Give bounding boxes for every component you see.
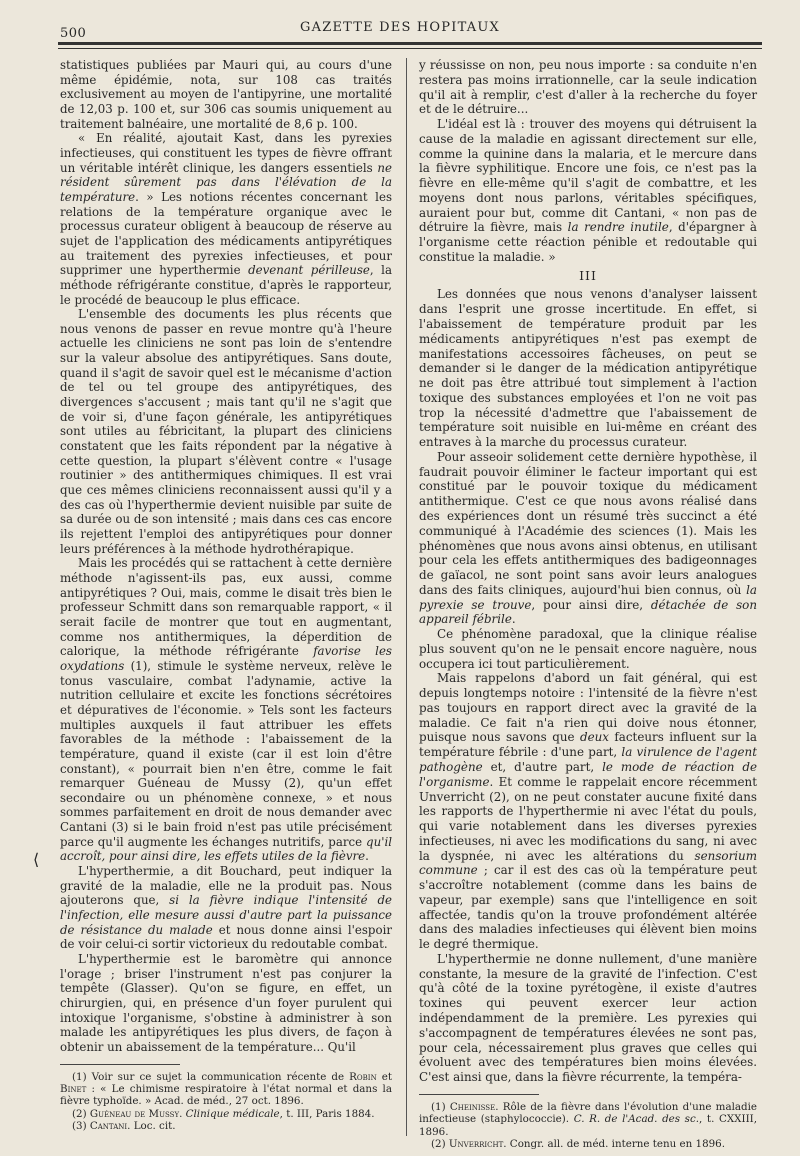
footnote: (2) Guéneau de Mussy. Clinique médicale, t. III, Paris 1884. <box>72 1107 375 1120</box>
right-footnotes <box>419 1101 757 1151</box>
left-footnote-rule <box>60 1064 180 1065</box>
right-paragraph-1: y réussisse on non, peu nous importe : sa conduite n'en restera pas moins irrationnelle, car la seule indication qu'il ait à remplir, c'est d'aller à la recherche du foyer et de le détruire... <box>419 58 757 117</box>
left-paragraph-5: L'hyperthermie, a dit Bouchard, peut indiquer la gravité de la maladie, elle ne la produit pas. Nous ajouterons que, si la fièvre indique l'intensité de l'infection, elle mesure aussi d'autre part la puissance de résistance du malade et nous donne ainsi l'espoir de voir celui-ci sortir victorieux du redoutable combat. <box>60 864 392 952</box>
page-number: 500 <box>60 26 87 41</box>
left-footnotes <box>60 1071 392 1133</box>
left-column <box>60 58 392 1133</box>
footnote: (3) Cantani. Loc. cit. <box>72 1120 176 1133</box>
left-paragraph-3: L'ensemble des documents les plus récents que nous venons de passer en revue montre qu'à l'heure actuelle les cliniciens ne sont pas loin de s'entendre sur la valeur absolue des antipyrétiques. Sans doute, quand il s'agit de savoir quel est le mécanisme d'action de tel ou tel groupe des antipyrétiques, des divergences s'accusent ; mais tant qu'il ne s'agit que de voir si, d'une façon générale, les antipyrétiques sont utiles au fébricitant, la plupart des cliniciens constatent que les faits répondent par la négative à cette question, la plupart s'élèvent contre « l'usage routinier » des antithermiques chimiques. Il est vrai que ces mêmes cliniciens reconnaissent aussi qu'il y a des cas où l'hyperthermie devient nuisible par suite de sa durée ou de son intensité ; mais dans ces cas encore ils rejettent l'emploi des antipyrétiques pour donner leurs préférences à la méthode hydrothérapique. <box>60 307 392 556</box>
right-paragraph-5: Ce phénomène paradoxal, que la clinique réalise plus souvent qu'on ne le pensait encore naguère, nous occupera ici tout particulièrement. <box>419 627 757 671</box>
right-paragraph-4: Pour asseoir solidement cette dernière hypothèse, il faudrait pouvoir éliminer le facteur important qui est constitué par le pouvoir toxique du médicament antithermique. C'est ce que nous avons réalisé dans des expériences dont un résumé très succinct a été communiqué à l'Académie des sciences (1). Mais les phénomènes que nous avons ainsi obtenus, en utilisant pour cela les effets antithermiques des badigeonnages de gaïacol, ne sont point sans avoir leurs analogues dans des faits cliniques, aujourd'hui bien connus, où la pyrexie se trouve, pour ainsi dire, détachée de son appareil fébrile. <box>419 449 757 627</box>
left-paragraph-2: « En réalité, ajoutait Kast, dans les pyrexies infectieuses, qui constituent les types de fièvre offrant un véritable intérêt clinique, les dangers essentiels ne résident sûrement pas dans l'élévation de la température. » Les notions récentes concernant les relations de la température organique avec le processus curateur obligent à beaucoup de réserve au sujet de l'application des médicaments antipyrétiques au traitement des pyrexies infectieuses, et pour supprimer une hyperthermie devenant périlleuse, la méthode réfrigérante constitue, d'après le rapporteur, le procédé de beaucoup le plus efficace. <box>60 131 392 307</box>
left-paragraph-1: statistiques publiées par Mauri qui, au cours d'une même épidémie, nota, sur 108 cas traités exclusivement au moyen de l'antipyrine, une mortalité de 12,03 p. 100 et, sur 306 cas soumis uniquement au traitement balnéaire, une mortalité de 8,6 p. 100. <box>60 58 392 131</box>
footnote: (1) Cheinisse. Rôle de la fièvre dans l'évolution d'une maladie infectieuse (staphylococcie). C. R. de l'Acad. des sc., t. CXXIII, 1896. <box>419 1100 757 1138</box>
running-head: GAZETTE DES HOPITAUX <box>300 20 500 35</box>
margin-mark: ⟨ <box>33 850 40 869</box>
right-paragraph-7: L'hyperthermie ne donne nullement, d'une manière constante, la mesure de la gravité de l'infection. C'est qu'à côté de la toxine pyrétogène, il existe d'autres toxines qui peuvent exercer leur action indépendamment de la première. Les pyrexies qui s'accompagnent de températures élevées ne sont pas, pour cela, nécessairement plus graves que celles qui évoluent avec des températures bien moins élevées. C'est ainsi que, dans la fièvre récurrente, la tempéra- <box>419 951 757 1085</box>
right-footnote-rule <box>419 1094 539 1095</box>
footnote: (1) Voir sur ce sujet la communication récente de Robin et Binet : « Le chimisme respiratoire à l'état normal et dans la fièvre typhoïde. » Acad. de méd., 27 oct. 1896. <box>60 1070 392 1108</box>
right-paragraph-6: Mais rappelons d'abord un fait général, qui est depuis longtemps notoire : l'intensité de la fièvre n'est pas toujours en rapport direct avec la gravité de la maladie. Ce fait n'a rien qui doive nous étonner, puisque nous savons que deux facteurs influent sur la température fébrile : d'une part, la virulence de l'agent pathogène et, d'autre part, le mode de réaction de l'organisme. Et comme le rappelait encore récemment Unverricht (2), on ne peut constater aucune fixité dans les rapports de l'hyperthermie ni avec l'état du pouls, qui varie notablement dans les diverses pyrexies infectieuses, ni avec les modifications du sang, ni avec la dyspnée, ni avec les altérations du sensorium commune ; car il est des cas où la température peut s'accroître notablement (comme dans les bains de vapeur, par exemple) sans que l'intelligence en soit affectée, tandis qu'on la trouve profondément altérée dans des maladies infectieuses qui élèvent bien moins le degré thermique. <box>419 671 757 952</box>
right-column <box>419 58 757 1150</box>
header-rule-thick <box>58 42 762 45</box>
left-paragraph-4: Mais les procédés qui se rattachent à cette dernière méthode n'agissent-ils pas, eux aussi, comme antipyrétiques ? Oui, mais, comme le disait très bien le professeur Schmitt dans son remarquable rapport, « il serait facile de montrer que tout en augmentant, comme nos antithermiques, la déperdition de calorique, la méthode réfrigérante favorise les oxydations (1), stimule le système nerveux, relève le tonus vasculaire, combat l'adynamie, active la nutrition cellulaire et excite les fonctions sécrétoires et dépuratives de l'économie. » Tels sont les facteurs multiples auxquels il faut attribuer les effets favorables de la méthode : l'abaissement de la température, quand il existe (car il est loin d'être constant), « pourrait bien n'en être, comme le fait remarquer Guéneau de Mussy (2), qu'un effet secondaire ou un phénomène connexe, » et nous sommes parfaitement en droit de nous demander avec Cantani (3) si le bain froid n'est pas utile précisément parce qu'il augmente les échanges nutritifs, parce qu'il accroît, pour ainsi dire, les effets utiles de la fièvre. <box>60 556 392 864</box>
right-paragraph-3: Les données que nous venons d'analyser laissent dans l'esprit une grosse incertitude. En effet, si l'abaissement de température produit par les médicaments antipyrétiques n'est pas exempt de manifestations accessoires fâcheuses, on peut se demander si le danger de la médication antipyrétique ne doit pas être attribué tout simplement à l'action toxique des substances employées et l'on ne voit pas trop la nécessité d'admettre que l'abaissement de température soit nuisible en lui-même en créant des entraves à la marche du processus curateur. <box>419 287 757 450</box>
footnote: (2) Unverricht. Congr. all. de méd. interne tenu en 1896. <box>431 1138 725 1151</box>
right-paragraph-2: L'idéal est là : trouver des moyens qui détruisent la cause de la maladie en agissant directement sur elle, comme la quinine dans la malaria, et le mercure dans la fièvre syphilitique. Encore une fois, ce n'est pas la fièvre en elle-même qu'il s'agit de combattre, et les moyens dont nous parlons, véritables spécifiques, auraient pour but, comme dit Cantani, « non pas de détruire la fièvre, mais la rendre inutile, d'épargner à l'organisme cette réaction pénible et redoutable qui constitue la maladie. » <box>419 117 757 264</box>
header-rule-thin <box>58 48 762 49</box>
column-divider <box>406 58 407 1136</box>
section-heading: III <box>579 267 597 283</box>
left-paragraph-6: L'hyperthermie est le baromètre qui annonce l'orage ; briser l'instrument n'est pas conjurer la tempête (Glasser). Qu'on se figure, en effet, un chirurgien, qui, en présence d'un foyer purulent qui intoxique l'organisme, s'obstine à administrer à son malade les antipyrétiques les plus divers, de façon à obtenir un abaissement de la température... Qu'il <box>60 952 392 1054</box>
